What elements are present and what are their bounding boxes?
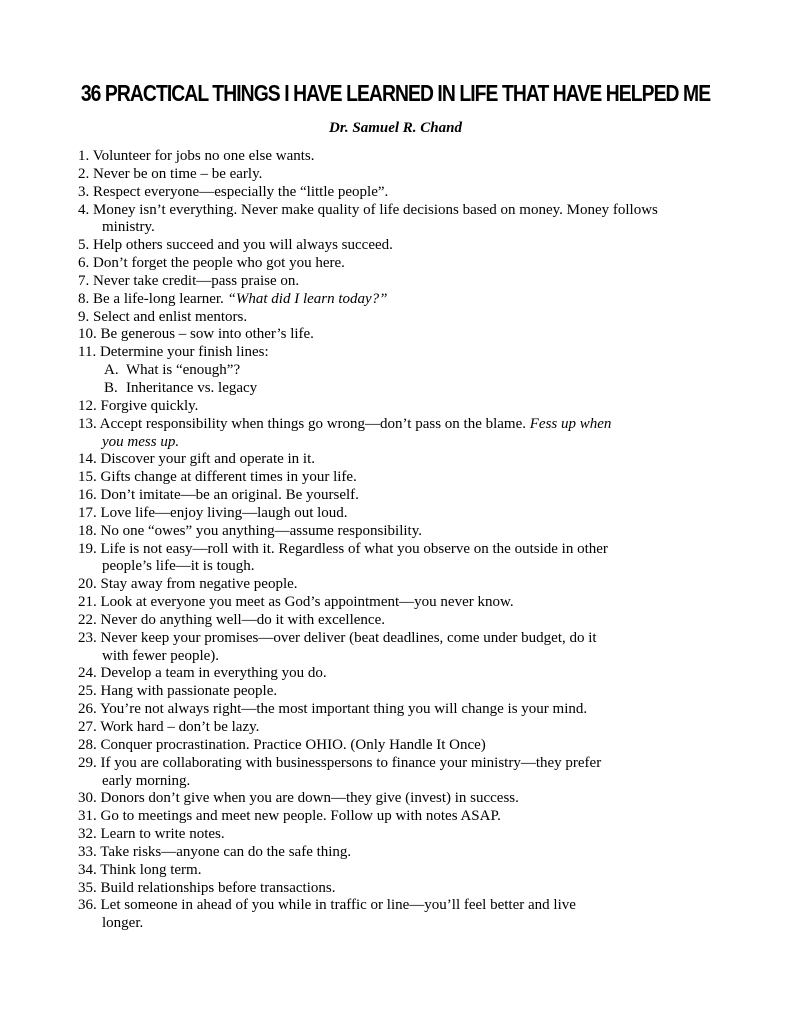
list-item-text	[78, 701, 718, 719]
list-item-text	[78, 202, 718, 220]
list-item-text	[78, 166, 718, 184]
list-item	[78, 148, 718, 166]
list-item-text	[78, 487, 718, 505]
list-item-line: 13. Accept responsibility when things go wrong—don’t pass on the blame.	[78, 415, 527, 432]
numbered-list	[78, 148, 718, 933]
list-item-line: 33. Take risks—anyone can do the safe thing.	[78, 843, 352, 860]
sub-list-item	[78, 380, 718, 398]
list-item-line: 34. Think long term.	[78, 861, 202, 878]
list-item	[78, 594, 718, 612]
list-item-line: 30. Donors don’t give when you are down—they give (invest) in success.	[78, 790, 519, 807]
list-item-line: 31. Go to meetings and meet new people. Follow up with notes ASAP.	[78, 808, 501, 825]
sub-list-text: Inheritance vs. legacy	[126, 379, 258, 396]
sub-list-letter: B.	[104, 379, 118, 396]
list-item	[78, 273, 718, 291]
list-item	[78, 326, 718, 344]
list-item	[78, 826, 718, 844]
list-item	[78, 683, 718, 701]
list-item	[78, 808, 718, 826]
list-item	[78, 255, 718, 273]
list-item	[78, 790, 718, 808]
list-item-text	[78, 594, 718, 612]
list-item-text	[78, 862, 718, 880]
list-item-line: 20. Stay away from negative people.	[78, 576, 298, 593]
list-item	[78, 862, 718, 880]
list-item-text	[78, 737, 718, 755]
list-item-line: 10. Be generous – sow into other’s life.	[78, 326, 314, 343]
list-item	[78, 701, 718, 719]
list-item-text	[78, 665, 718, 683]
list-item-text	[78, 505, 718, 523]
list-item-text	[78, 844, 718, 862]
list-item-text	[78, 469, 718, 487]
list-item-continuation	[78, 219, 718, 237]
list-item-text	[78, 416, 718, 434]
list-item-text	[78, 326, 718, 344]
list-item-line: 4. Money isn’t everything. Never make quality of life decisions based on money. Money follows	[78, 201, 658, 218]
list-item	[78, 844, 718, 862]
list-item-text	[78, 184, 718, 202]
list-item-text	[78, 148, 718, 166]
list-item-text	[78, 612, 718, 630]
list-item-text	[78, 826, 718, 844]
list-item	[78, 576, 718, 594]
list-item-text	[78, 291, 718, 309]
list-item-line: early morning.	[102, 772, 191, 789]
list-item	[78, 451, 718, 469]
list-item-line: people’s life—it is tough.	[102, 558, 255, 575]
list-item	[78, 487, 718, 505]
list-item-text	[78, 451, 718, 469]
list-item-text	[78, 880, 718, 898]
list-item	[78, 416, 718, 452]
list-item-text	[78, 576, 718, 594]
list-item-text	[78, 309, 718, 327]
sub-list-text: What is “enough”?	[126, 362, 241, 379]
list-item	[78, 665, 718, 683]
list-item-continuation	[78, 648, 718, 666]
page-title: 36 PRACTICAL THINGS I HAVE LEARNED IN LIFE THAT HAVE HELPED ME	[80, 80, 711, 106]
author-byline: Dr. Samuel R. Chand	[329, 120, 462, 136]
list-item-line: 17. Love life—enjoy living—laugh out loud.	[78, 504, 348, 521]
list-item	[78, 469, 718, 487]
list-item-continuation	[78, 558, 718, 576]
list-item-line: 12. Forgive quickly.	[78, 397, 199, 414]
list-item-line: 35. Build relationships before transactions.	[78, 879, 336, 896]
list-item-line: with fewer people).	[102, 647, 220, 664]
list-item	[78, 309, 718, 327]
list-item-line: 25. Hang with passionate people.	[78, 683, 278, 700]
list-item-line: 15. Gifts change at different times in your life.	[78, 469, 357, 486]
list-item-line: 28. Conquer procrastination. Practice OHIO. (Only Handle It Once)	[78, 736, 486, 753]
list-item-line: 26. You’re not always right—the most important thing you will change is your mind.	[78, 701, 588, 718]
list-item	[78, 880, 718, 898]
list-item-line: 32. Learn to write notes.	[78, 826, 225, 843]
list-item-line: 3. Respect everyone—especially the “little people”.	[78, 183, 389, 200]
list-item-text	[78, 255, 718, 273]
list-item-line: 5. Help others succeed and you will always succeed.	[78, 237, 393, 254]
list-item-line: 23. Never keep your promises—over deliver (beat deadlines, come under budget, do it	[78, 629, 597, 646]
list-item	[78, 719, 718, 737]
list-item-line: 27. Work hard – don’t be lazy.	[78, 719, 260, 735]
list-item-text	[78, 344, 718, 362]
list-item-line: 9. Select and enlist mentors.	[78, 308, 248, 325]
sub-list-letter: A.	[104, 362, 119, 379]
list-item-line: longer.	[102, 915, 144, 932]
list-item-text	[78, 523, 718, 541]
list-item-text	[78, 237, 718, 255]
list-item-line: 2. Never be on time – be early.	[78, 165, 263, 182]
list-item-continuation	[78, 773, 718, 791]
list-item	[78, 630, 718, 666]
list-item	[78, 505, 718, 523]
list-item-text	[78, 541, 718, 559]
list-item-line: 21. Look at everyone you meet as God’s appointment—you never know.	[78, 594, 514, 611]
list-item	[78, 291, 718, 309]
list-item	[78, 344, 718, 398]
list-item-line: 1. Volunteer for jobs no one else wants.	[78, 148, 315, 164]
list-item-line: 19. Life is not easy—roll with it. Regardless of what you observe on the outside in other	[78, 540, 608, 557]
list-item-text	[78, 630, 718, 648]
list-item-line: 11. Determine your finish lines:	[78, 344, 269, 361]
sub-list-item	[78, 362, 718, 380]
list-item	[78, 523, 718, 541]
list-item-text	[78, 897, 718, 915]
list-item	[78, 184, 718, 202]
list-item-text	[78, 683, 718, 701]
list-item-emphasis: Fess up when	[529, 415, 612, 432]
list-item	[78, 237, 718, 255]
list-item-text	[78, 790, 718, 808]
list-item	[78, 398, 718, 416]
list-item-text	[78, 755, 718, 773]
list-item-line: ministry.	[102, 219, 155, 236]
list-item-line: 6. Don’t forget the people who got you here.	[78, 255, 345, 272]
list-item-text	[78, 273, 718, 291]
list-item-line: 22. Never do anything well—do it with excellence.	[78, 611, 385, 628]
list-item	[78, 897, 718, 933]
list-item	[78, 541, 718, 577]
list-item-continuation	[78, 915, 718, 933]
list-item-line: 18. No one “owes” you anything—assume responsibility.	[78, 522, 422, 539]
list-item-line: 29. If you are collaborating with businesspersons to finance your ministry—they prefer	[78, 754, 602, 771]
list-item-emphasis-continuation: you mess up.	[102, 433, 180, 450]
list-item-text	[78, 719, 718, 737]
list-item	[78, 612, 718, 630]
list-item	[78, 737, 718, 755]
list-item-text	[78, 398, 718, 416]
list-item-line: 8. Be a life-long learner.	[78, 290, 224, 307]
list-item-line: 14. Discover your gift and operate in it.	[78, 451, 316, 468]
list-item-emphasis: “What did I learn today?”	[227, 290, 388, 307]
list-item-line: 36. Let someone in ahead of you while in traffic or line—you’ll feel better and live	[78, 897, 576, 914]
list-item-line: 7. Never take credit—pass praise on.	[78, 272, 300, 289]
list-item-line: 16. Don’t imitate—be an original. Be yourself.	[78, 487, 359, 504]
list-item	[78, 202, 718, 238]
list-item	[78, 166, 718, 184]
list-item-line: 24. Develop a team in everything you do.	[78, 665, 327, 682]
list-item	[78, 755, 718, 791]
list-item-text	[78, 808, 718, 826]
